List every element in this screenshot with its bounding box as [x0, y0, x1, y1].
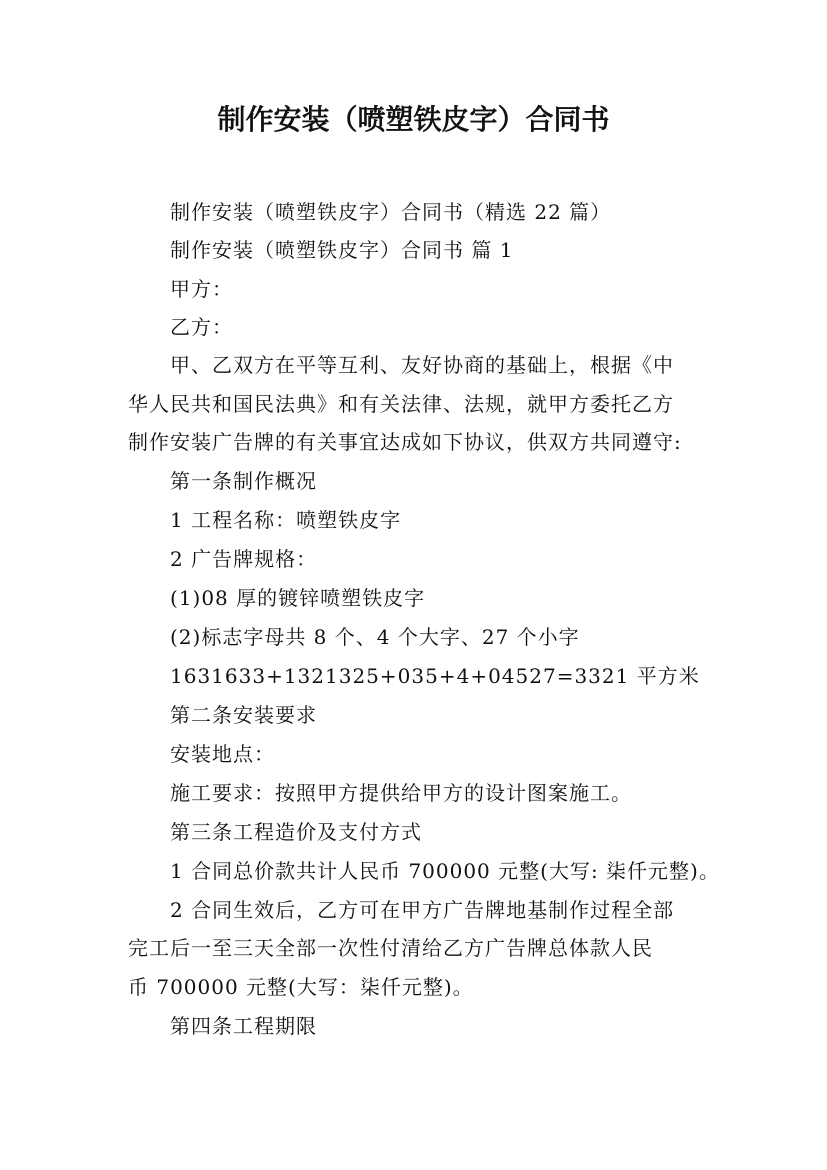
- clause-line: 完工后一至三天全部一次性付清给乙方广告牌总体款人民: [128, 936, 653, 960]
- clause-line: 施工要求：按照甲方提供给甲方的设计图案施工。: [170, 781, 632, 805]
- clause-line: 安装地点：: [170, 742, 275, 766]
- article-heading: 第二条安装要求: [170, 703, 317, 727]
- subtitle-line: 制作安装（喷塑铁皮字）合同书（精选 22 篇）: [170, 200, 612, 224]
- paragraph-line: 甲、乙双方在平等互利、友好协商的基础上，根据《中: [170, 353, 674, 377]
- clause-line: 1631633+1321325+035+4+04527=3321 平方米: [170, 664, 700, 688]
- article-heading: 第四条工程期限: [170, 1014, 317, 1038]
- clause-line: 2 合同生效后，乙方可在甲方广告牌地基制作过程全部: [170, 898, 675, 922]
- party-a-line: 甲方：: [170, 277, 233, 301]
- clause-line: 币 700000 元整(大写：柒仟元整)。: [128, 975, 474, 999]
- clause-line: 1 工程名称：喷塑铁皮字: [170, 508, 402, 532]
- paragraph-line: 华人民共和国民法典》和有关法律、法规，就甲方委托乙方: [128, 392, 674, 416]
- article-heading: 第三条工程造价及支付方式: [170, 820, 422, 844]
- article-heading: 第一条制作概况: [170, 469, 317, 493]
- clause-line: 1 合同总价款共计人民币 700000 元整(大写: 柒仟元整)。: [170, 859, 720, 883]
- document-title: 制作安装（喷塑铁皮字）合同书: [217, 103, 610, 136]
- party-b-line: 乙方：: [170, 315, 233, 339]
- paragraph-line: 制作安装广告牌的有关事宜达成如下协议，供双方共同遵守:: [128, 430, 682, 454]
- clause-line: 2 广告牌规格：: [170, 547, 318, 571]
- clause-line: (2)标志字母共 8 个、4 个大字、27 个小字: [170, 625, 580, 649]
- section-heading: 制作安装（喷塑铁皮字）合同书 篇 1: [170, 238, 514, 262]
- clause-line: (1)08 厚的镀锌喷塑铁皮字: [170, 586, 426, 610]
